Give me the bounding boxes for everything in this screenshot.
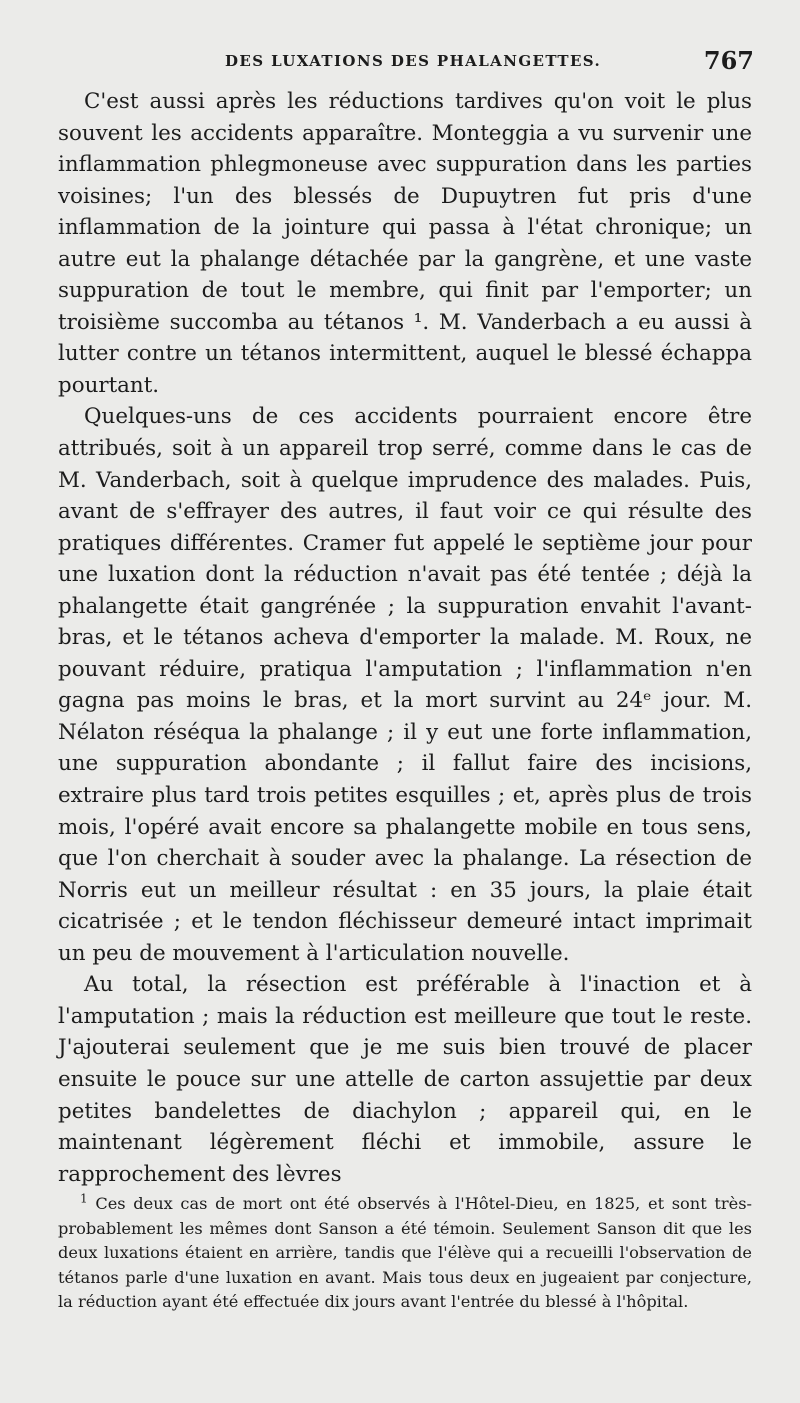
body-text xyxy=(58,86,752,1190)
footnote-text: Ces deux cas de mort ont été observés à l'Hôtel-Dieu, en 1825, et sont très-probablement les mêmes dont Sanson a été témoin. Seulement Sanson dit que les deux luxations étaient en arrière, tandis que l'élève qui a recueilli l'observation de tétanos parle d'une luxation en avant. Mais tous deux en jugeaient par conjecture, la réduction ayant été effectuée dix jours avant l'entrée du blessé à l'hôpital. xyxy=(58,1194,752,1312)
running-title: DES LUXATIONS DES PHALANGETTES. xyxy=(225,52,602,70)
footnote-marker: 1 xyxy=(80,1191,88,1206)
footnote xyxy=(58,1192,752,1315)
paragraph-3: Au total, la résection est préférable à l'inaction et à l'amputation ; mais la réduction est meilleure que tout le reste. J'ajouterai seulement que je me suis bien trouvé de placer ensuite le pouce sur une attelle de carton assujettie par deux petites bandelettes de diachylon ; appareil qui, en le maintenant légèrement fléchi et immobile, assure le rapprochement des lèvres xyxy=(58,972,752,1187)
paragraph-1: C'est aussi après les réductions tardives qu'on voit le plus souvent les accidents apparaître. Monteggia a vu survenir une inflammation phlegmoneuse avec suppuration dans les parties voisines; l'un des blessés de Dupuytren fut pris d'une inflammation de la jointure qui passa à l'état chronique; un autre eut la phalange détachée par la gangrène, et une vaste suppuration de tout le membre, qui finit par l'emporter; un troisième succomba au tétanos ¹. M. Vanderbach a eu aussi à lutter contre un tétanos intermittent, auquel le blessé échappa pourtant. xyxy=(58,89,752,398)
page-number: 767 xyxy=(703,46,754,75)
paragraph-2: Quelques-uns de ces accidents pourraient encore être attribués, soit à un appareil trop serré, comme dans le cas de M. Vanderbach, soit à quelque imprudence des malades. Puis, avant de s'effrayer des autres, il faut voir ce qui résulte des pratiques différentes. Cramer fut appelé le septième jour pour une luxation dont la réduction n'avait pas été tentée ; déjà la phalangette était gangrénée ; la suppuration envahit l'avant-bras, et le tétanos acheva d'emporter la malade. M. Roux, ne pouvant réduire, pratiqua l'amputation ; l'inflammation n'en gagna pas moins le bras, et la mort survint au 24ᵉ jour. M. Nélaton réséqua la phalange ; il y eut une forte inflammation, une suppuration abondante ; il fallut faire des incisions, extraire plus tard trois petites esquilles ; et, après plus de trois mois, l'opéré avait encore sa phalangette mobile en tous sens, que l'on cherchait à souder avec la phalange. La résection de Norris eut un meilleur résultat : en 35 jours, la plaie était cicatrisée ; et le tendon fléchisseur demeuré intact imprimait un peu de mouvement à l'articulation nouvelle. xyxy=(58,404,752,966)
footnote-paragraph xyxy=(58,1192,752,1315)
running-head xyxy=(0,44,800,84)
